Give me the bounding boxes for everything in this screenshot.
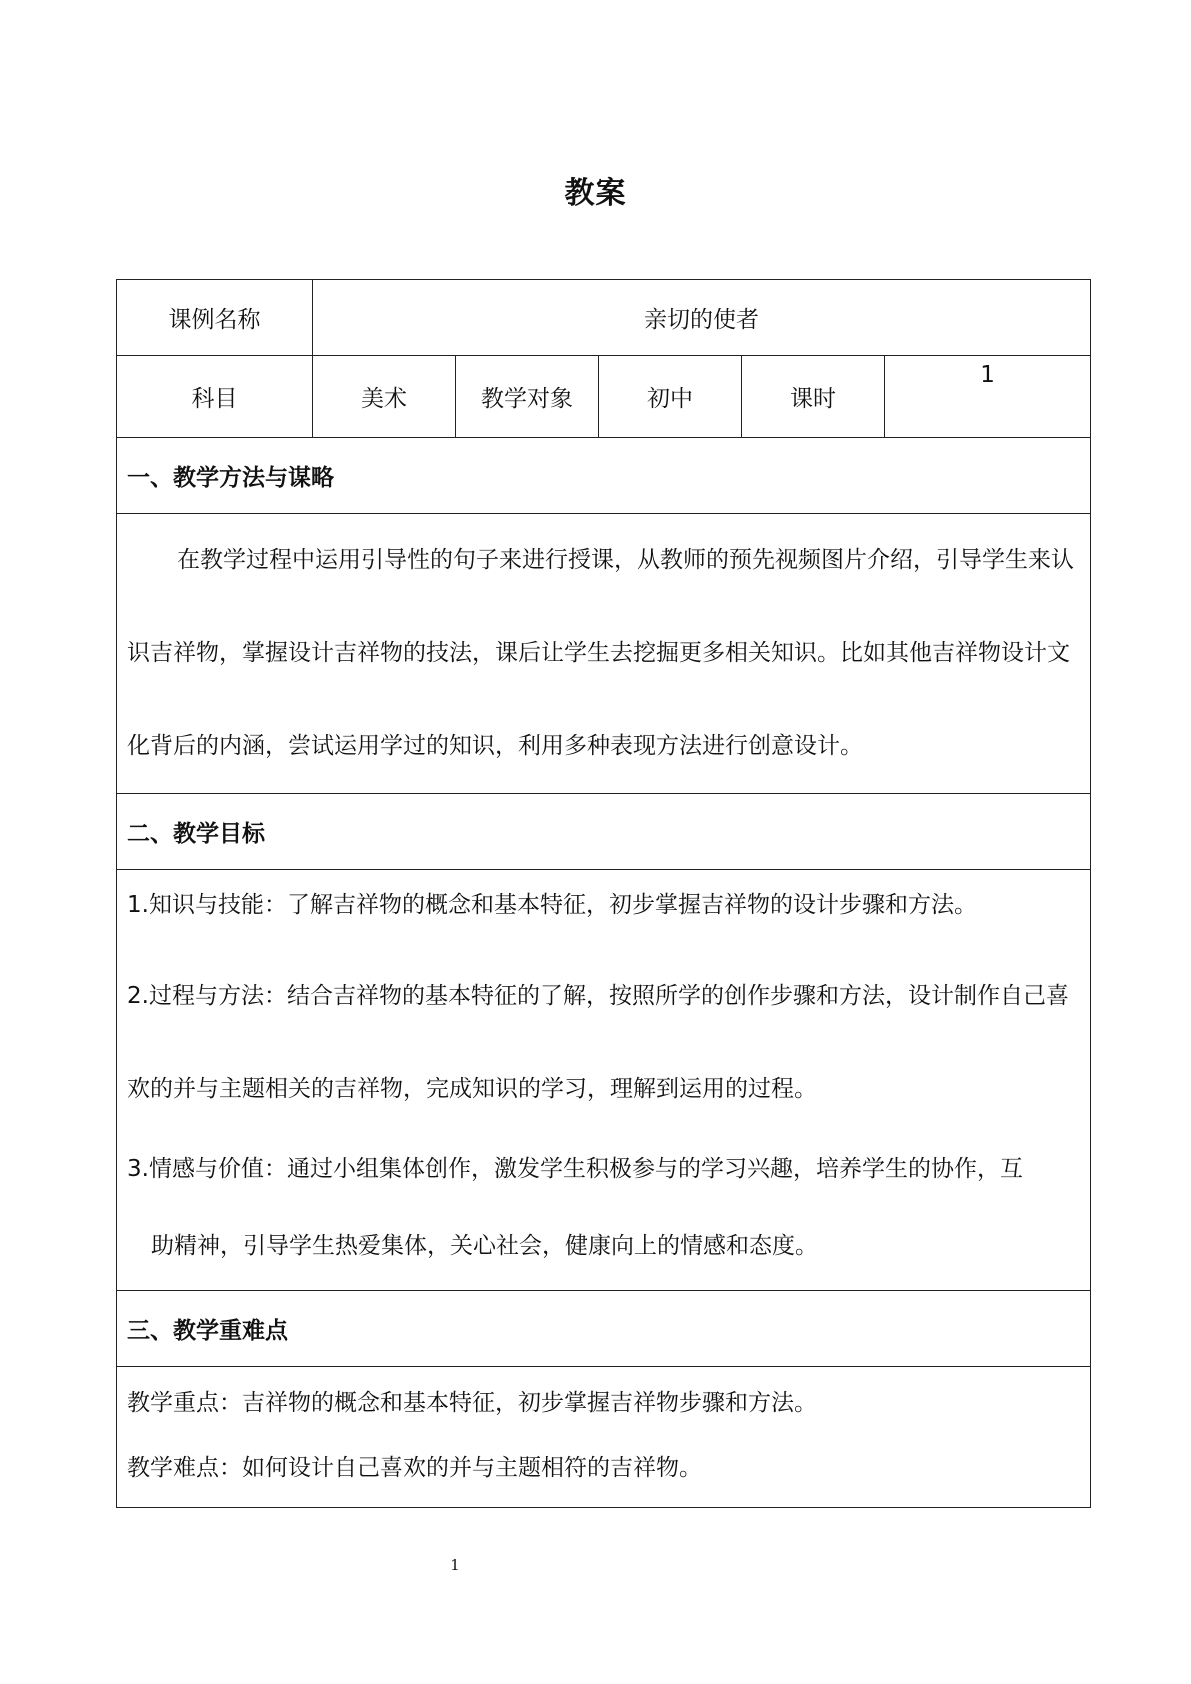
goal-knowledge: 1.知识与技能：了解吉祥物的概念和基本特征，初步掌握吉祥物的设计步骤和方法。 xyxy=(127,892,977,918)
hours-value: 1 xyxy=(885,356,1091,438)
goals-body-row xyxy=(117,870,1091,1291)
goals-body-cell xyxy=(117,870,1091,1291)
keypoints-heading: 三、教学重难点 xyxy=(117,1291,1091,1367)
method-body: 在教学过程中运用引导性的句子来进行授课，从教师的预先视频图片介绍，引导学生来认识吉祥物，掌握设计吉祥物的技法，课后让学生去挖掘更多相关知识。比如其他吉祥物设计文化背后的内涵，尝试运用学过的知识，利用多种表现方法进行创意设计。 xyxy=(127,547,1074,759)
goal-emotion-line2: 助精神，引导学生热爱集体，关心社会，健康向上的情感和态度。 xyxy=(151,1233,818,1259)
keypoints-body-row xyxy=(117,1367,1091,1508)
subject-label: 科目 xyxy=(117,356,313,438)
target-value: 初中 xyxy=(599,356,742,438)
keypoints-heading-row xyxy=(117,1291,1091,1367)
teaching-difficulty: 教学难点：如何设计自己喜欢的并与主题相符的吉祥物。 xyxy=(127,1455,702,1481)
goal-emotion-line1: 3.情感与价值：通过小组集体创作，激发学生积极参与的学习兴趣，培养学生的协作，互 xyxy=(127,1156,1023,1182)
course-label: 课例名称 xyxy=(117,280,313,356)
goal-emotion xyxy=(127,1136,1080,1290)
goals-heading-row xyxy=(117,794,1091,870)
method-body-row xyxy=(117,514,1091,794)
lesson-plan-table xyxy=(116,279,1091,1508)
goals-heading: 二、教学目标 xyxy=(117,794,1091,870)
keypoints-body-cell xyxy=(117,1367,1091,1508)
subject-value: 美术 xyxy=(313,356,456,438)
teaching-focus: 教学重点：吉祥物的概念和基本特征，初步掌握吉祥物步骤和方法。 xyxy=(127,1390,817,1416)
course-row xyxy=(117,280,1091,356)
document-title: 教案 xyxy=(564,176,627,211)
target-label: 教学对象 xyxy=(456,356,599,438)
method-heading-row xyxy=(117,438,1091,514)
method-body-cell xyxy=(117,514,1091,794)
info-row xyxy=(117,356,1091,438)
page-number: 1 xyxy=(450,1556,460,1574)
hours-label: 课时 xyxy=(742,356,885,438)
method-heading: 一、教学方法与谋略 xyxy=(117,438,1091,514)
goal-process: 2.过程与方法：结合吉祥物的基本特征的了解，按照所学的创作步骤和方法，设计制作自己喜欢的并与主题相关的吉祥物，完成知识的学习，理解到运用的过程。 xyxy=(127,983,1069,1102)
course-value: 亲切的使者 xyxy=(313,280,1091,356)
